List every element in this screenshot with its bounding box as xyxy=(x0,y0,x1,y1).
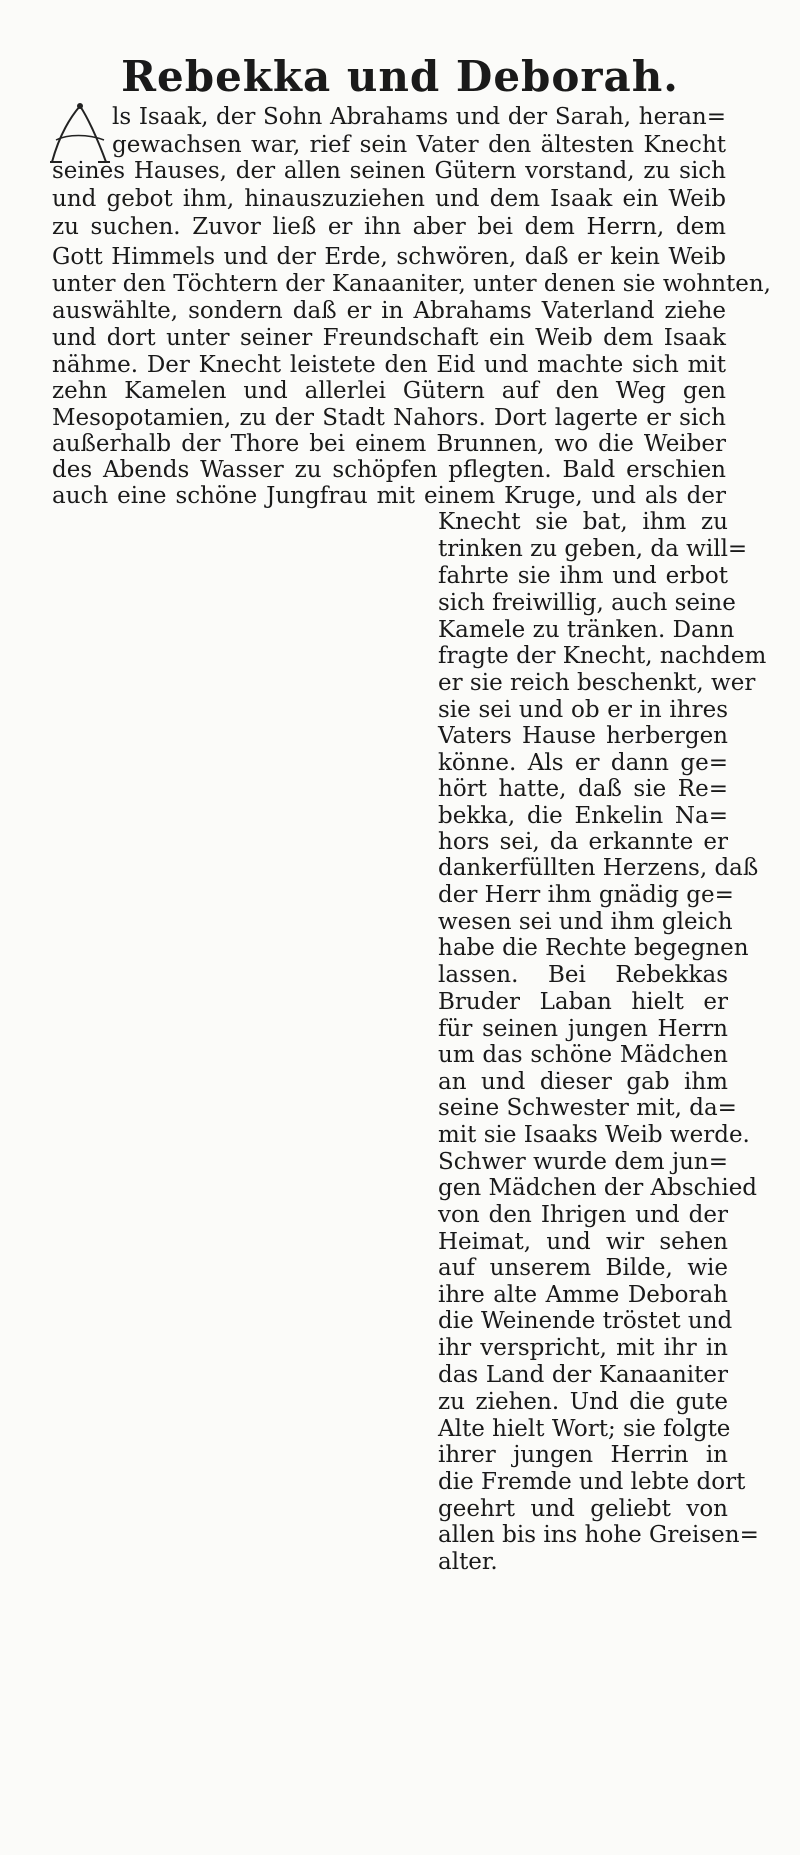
text-line: seine Schwester mit, da= xyxy=(438,1095,737,1121)
text-line: ihr verspricht, mit ihr in xyxy=(438,1335,728,1361)
text-line: hört hatte, daß sie Re= xyxy=(438,776,728,802)
text-line: trinken zu geben, da will= xyxy=(438,536,748,562)
text-line: Knecht sie bat, ihm zu xyxy=(438,509,728,535)
text-line: zu suchen. Zuvor ließ er ihn aber bei dem Herrn, dem xyxy=(52,214,726,240)
text-line: fragte der Knecht, nachdem xyxy=(438,643,767,669)
text-line: auch eine schöne Jungfrau mit einem Kruge, und als der xyxy=(52,483,726,509)
text-line: auf unserem Bilde, wie xyxy=(438,1255,728,1281)
text-line: der Herr ihm gnädig ge= xyxy=(438,882,734,908)
text-line: habe die Rechte begegnen xyxy=(438,935,749,961)
text-line: allen bis ins hohe Greisen= xyxy=(438,1522,759,1548)
text-line: des Abends Wasser zu schöpfen pflegten. Bald erschien xyxy=(52,457,726,483)
text-line: fahrte sie ihm und erbot xyxy=(438,563,728,589)
text-line: sich freiwillig, auch seine xyxy=(438,590,736,616)
text-line: wesen sei und ihm gleich xyxy=(438,909,733,935)
text-line: bekka, die Enkelin Na= xyxy=(438,803,728,829)
text-line: geehrt und geliebt von xyxy=(438,1496,728,1522)
text-line: die Fremde und lebte dort xyxy=(438,1469,746,1495)
text-line: nähme. Der Knecht leistete den Eid und machte sich mit xyxy=(52,352,726,378)
text-line: Vaters Hause herbergen xyxy=(438,723,728,749)
text-line: von den Ihrigen und der xyxy=(438,1202,728,1228)
text-line: unter den Töchtern der Kanaaniter, unter denen sie wohnten, xyxy=(52,271,771,297)
text-line: lassen. Bei Rebekkas xyxy=(438,962,728,988)
text-line: Bruder Laban hielt er xyxy=(438,989,728,1015)
text-line: hors sei, da erkannte er xyxy=(438,829,728,855)
text-line: ihre alte Amme Deborah xyxy=(438,1282,728,1308)
text-line: Kamele zu tränken. Dann xyxy=(438,617,735,643)
text-line: auswählte, sondern daß er in Abrahams Vaterland ziehe xyxy=(52,298,726,324)
text-line: sie sei und ob er in ihres xyxy=(438,697,728,723)
text-line: Schwer wurde dem jun= xyxy=(438,1149,728,1175)
text-line: und dort unter seiner Freundschaft ein Weib dem Isaak xyxy=(52,325,726,351)
article-title: Rebekka und Deborah. xyxy=(121,52,679,101)
text-line: das Land der Kanaaniter xyxy=(438,1362,728,1388)
text-line: ls Isaak, der Sohn Abrahams und der Sarah, heran= xyxy=(112,104,726,130)
text-line: Heimat, und wir sehen xyxy=(438,1229,728,1255)
text-line: ihrer jungen Herrin in xyxy=(438,1442,728,1468)
text-line: seines Hauses, der allen seinen Gütern vorstand, zu sich xyxy=(52,158,726,184)
text-line: zu ziehen. Und die gute xyxy=(438,1389,728,1415)
text-line: Mesopotamien, zu der Stadt Nahors. Dort lagerte er sich xyxy=(52,405,726,431)
text-line: Alte hielt Wort; sie folgte xyxy=(438,1416,731,1442)
text-line: für seinen jungen Herrn xyxy=(438,1016,728,1042)
text-line: Gott Himmels und der Erde, schwören, daß er kein Weib xyxy=(52,244,726,270)
text-line: mit sie Isaaks Weib werde. xyxy=(438,1122,750,1148)
text-line: außerhalb der Thore bei einem Brunnen, wo die Weiber xyxy=(52,431,726,457)
text-line: und gebot ihm, hinauszuziehen und dem Isaak ein Weib xyxy=(52,186,726,212)
text-line: an und dieser gab ihm xyxy=(438,1069,728,1095)
text-line: um das schöne Mädchen xyxy=(438,1042,728,1068)
text-line: gewachsen war, rief sein Vater den ältesten Knecht xyxy=(112,132,726,158)
text-line: zehn Kamelen und allerlei Gütern auf den Weg gen xyxy=(52,378,726,404)
text-line: gen Mädchen der Abschied xyxy=(438,1175,758,1201)
text-line: die Weinende tröstet und xyxy=(438,1308,733,1334)
text-line: dankerfüllten Herzens, daß xyxy=(438,855,759,881)
text-line: alter. xyxy=(438,1549,498,1575)
text-line: könne. Als er dann ge= xyxy=(438,750,728,776)
text-line: er sie reich beschenkt, wer xyxy=(438,670,756,696)
